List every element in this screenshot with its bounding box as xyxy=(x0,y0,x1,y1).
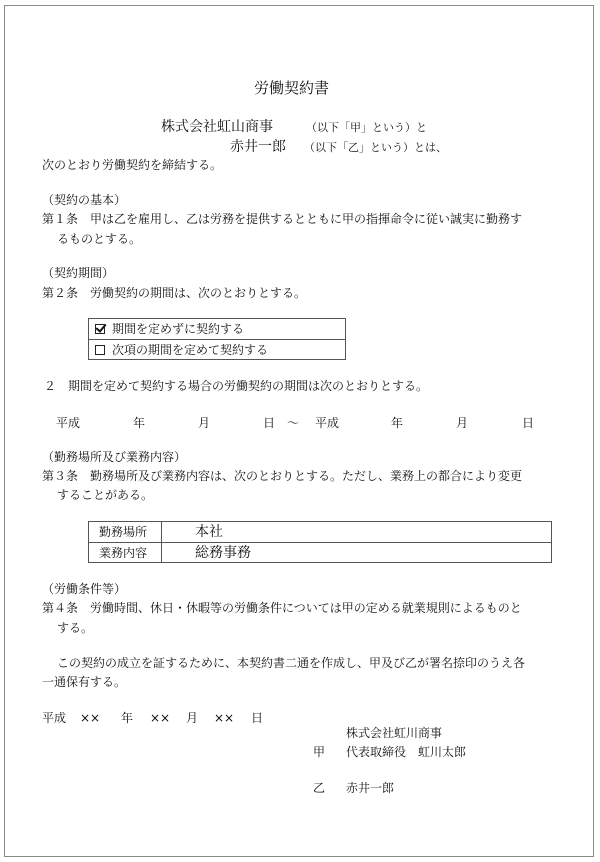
period-end-era: 平成 xyxy=(315,416,340,430)
signature-party-b-mark: 乙 xyxy=(313,781,326,795)
period-start-year: 年 xyxy=(133,416,146,430)
intro-text: 次のとおり労働契約を締結する。 xyxy=(42,158,223,172)
conditions-heading: （労働条件等） xyxy=(42,582,127,596)
work-table-row-divider xyxy=(89,542,551,543)
closing-line-1: この契約の成立を証するために、本契約書二通を作成し、甲及び乙が署名捺印のうえ各 xyxy=(57,656,526,670)
article-1-line-1: 第１条 甲は乙を雇用し、乙は労務を提供するとともに甲の指揮命令に従い誠実に勤務す xyxy=(42,212,523,226)
signing-date-year-value: ×× xyxy=(80,711,101,725)
period-option-indefinite[interactable] xyxy=(95,322,244,336)
period-start-day: 日 xyxy=(263,416,276,430)
period-options-divider xyxy=(89,339,345,340)
checkbox-unchecked-icon[interactable] xyxy=(95,345,105,355)
basics-heading: （契約の基本） xyxy=(42,193,127,207)
period-options-box xyxy=(88,318,346,360)
document-frame xyxy=(4,5,594,857)
article-1-line-2: るものとする。 xyxy=(57,232,142,246)
period-tilde: ～ xyxy=(287,416,300,430)
work-table-col-divider xyxy=(161,522,162,562)
article-2: 第２条 労働契約の期間は、次のとおりとする。 xyxy=(42,286,307,300)
period-end-day: 日 xyxy=(522,416,535,430)
article-3-line-2: することがある。 xyxy=(57,488,154,502)
period-end-year: 年 xyxy=(391,416,404,430)
party-a-note: （以下「甲」という）と xyxy=(306,121,427,134)
signing-date-month: 月 xyxy=(186,711,199,725)
party-b-note: （以下「乙」という）とは、 xyxy=(304,141,447,154)
signing-date-month-value: ×× xyxy=(150,711,171,725)
signing-date-day-value: ×× xyxy=(214,711,235,725)
checkbox-checked-icon[interactable] xyxy=(95,324,105,334)
period-start-era: 平成 xyxy=(56,416,81,430)
period-option-fixed[interactable] xyxy=(95,343,268,357)
workplace-label: 勤務場所 xyxy=(99,525,148,539)
job-description-label: 業務内容 xyxy=(99,546,148,560)
signature-party-b-name: 赤井一郎 xyxy=(346,781,395,795)
signing-date-day: 日 xyxy=(251,711,264,725)
document-title: 労働契約書 xyxy=(254,79,330,97)
signing-date-era: 平成 xyxy=(42,711,67,725)
workplace-heading: （勤務場所及び業務内容） xyxy=(42,450,187,464)
article-4-line-1: 第４条 労働時間、休日・休暇等の労働条件については甲の定める就業規則によるものと xyxy=(42,601,522,615)
signature-company: 株式会社虹川商事 xyxy=(346,726,443,740)
article-4-line-2: する。 xyxy=(57,621,94,635)
period-option-indefinite-label: 期間を定めずに契約する xyxy=(112,322,245,336)
closing-line-2: 一通保有する。 xyxy=(42,675,127,689)
workplace-value: 本社 xyxy=(195,524,223,540)
party-a-name: 株式会社虹山商事 xyxy=(161,119,273,135)
article-3-line-1: 第３条 勤務場所及び業務内容は、次のとおりとする。ただし、業務上の都合により変更 xyxy=(42,469,523,483)
signature-party-a-mark: 甲 xyxy=(313,745,326,759)
work-table xyxy=(88,521,552,563)
period-start-month: 月 xyxy=(198,416,211,430)
party-b-name: 赤井一郎 xyxy=(230,139,286,155)
signing-date-year: 年 xyxy=(121,711,134,725)
job-description-value: 総務事務 xyxy=(195,545,251,561)
period-option-fixed-label: 次項の期間を定めて契約する xyxy=(112,343,269,357)
article-2-paragraph-2: ２ 期間を定めて契約する場合の労働契約の期間は次のとおりとする。 xyxy=(44,379,429,393)
signature-party-a-representative: 代表取締役 虹川太郎 xyxy=(346,745,467,759)
period-end-month: 月 xyxy=(456,416,469,430)
period-heading: （契約期間） xyxy=(42,266,115,280)
